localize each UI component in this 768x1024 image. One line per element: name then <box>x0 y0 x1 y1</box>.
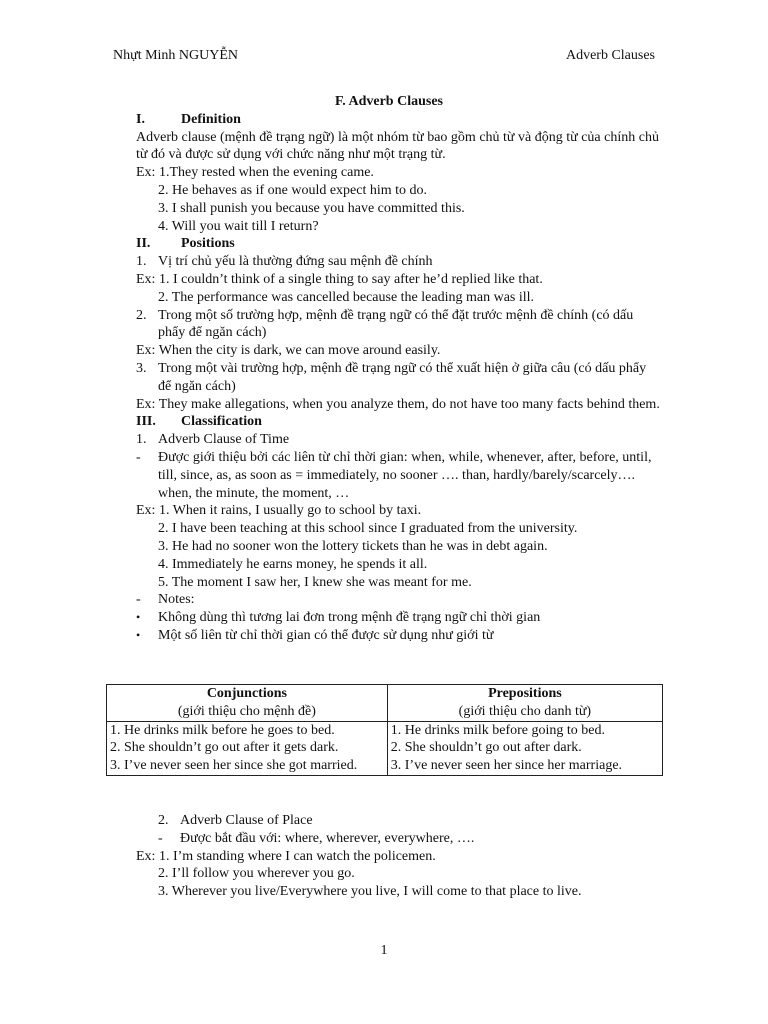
bullet-icon: • <box>136 627 141 642</box>
position-example: 2. The performance was cancelled because the leading man was ill. <box>158 289 535 305</box>
notes-label: Notes: <box>158 592 195 608</box>
ex-prefix: Ex: <box>136 165 159 181</box>
header-title: Conjunctions <box>206 686 287 701</box>
ex-prefix: Ex: <box>136 848 159 864</box>
table-line: 3. I’ve never seen her since she got married. <box>110 758 358 774</box>
time-example: 2. I have been teaching at this school since I graduated from the university. <box>158 521 578 537</box>
dash-marker: - <box>136 592 141 608</box>
ex-prefix: Ex: <box>136 503 159 519</box>
conjunction-preposition-table <box>106 684 663 776</box>
section-heading-classification <box>136 413 662 431</box>
page-header <box>113 47 655 65</box>
place-example: 3. Wherever you live/Everywhere you live, I will come to that place to live. <box>158 884 582 900</box>
section-title: Positions <box>181 236 235 252</box>
position-example: Ex: They make allegations, when you analyze them, do not have too many facts behind them. <box>136 396 660 412</box>
place-example: 2. I’ll follow you wherever you go. <box>158 866 355 882</box>
time-example: 3. He had no sooner won the lottery tickets than he was in debt again. <box>158 538 548 554</box>
note-text: Một số liên từ chỉ thời gian có thể được sử dụng như giới từ <box>158 627 494 643</box>
note-text: Không dùng thì tương lai đơn trong mệnh đề trạng ngữ chỉ thời gian <box>158 610 541 626</box>
definition-text: Adverb clause (mệnh đề trạng ngữ) là một nhóm từ bao gồm chủ từ và động từ của chính chủ từ đó và được sử dụng với chức năng như một trạng từ. <box>136 129 659 163</box>
header-author: Nhựt Minh NGUYỄN <box>113 48 239 63</box>
definition-example: 2. He behaves as if one would expect him to do. <box>158 182 428 198</box>
classification-description <box>136 449 662 502</box>
place-example <box>136 848 662 866</box>
item-number: 3. <box>136 360 147 376</box>
header-title: Prepositions <box>488 686 562 701</box>
section-number: I. <box>136 111 145 127</box>
table-header-cell <box>387 685 662 722</box>
time-example: 4. Immediately he earns money, he spends it all. <box>158 556 428 572</box>
position-item <box>136 360 662 396</box>
note-item <box>136 609 662 627</box>
example-text: 1.They rested when the evening came. <box>158 165 374 181</box>
main-content <box>136 93 662 645</box>
classification-item <box>136 431 662 449</box>
definition-example <box>136 164 662 182</box>
table-header-row <box>107 685 663 722</box>
table-line: 2. She shouldn’t go out after dark. <box>390 740 582 756</box>
table-row <box>107 721 663 775</box>
notes-heading <box>136 591 662 609</box>
table-header-cell <box>107 685 388 722</box>
main-content-continued <box>136 812 662 901</box>
example-text: 1. I’m standing where I can watch the policemen. <box>158 848 436 864</box>
dash-marker: - <box>136 449 141 465</box>
definition-example: 3. I shall punish you because you have committed this. <box>158 200 465 216</box>
bullet-icon: • <box>136 610 141 625</box>
description-text: Được giới thiệu bởi các liên từ chỉ thời gian: when, while, whenever, after, before, until, till, since, as, as soon as = immediately, no sooner …. than, hardly/barely/scarcely…. when, the minute, the moment, … <box>158 449 652 501</box>
section-number: II. <box>136 236 151 252</box>
item-text: Vị trí chủ yếu là thường đứng sau mệnh đề chính <box>158 254 433 270</box>
section-heading-positions <box>136 235 662 253</box>
item-number: 1. <box>136 432 147 448</box>
position-item <box>136 253 662 271</box>
table-line: 3. I’ve never seen her since her marriage. <box>390 758 623 774</box>
section-heading-definition <box>136 111 662 129</box>
header-subtitle: (giới thiệu cho mệnh đề) <box>177 703 316 719</box>
page-number: 1 <box>380 943 388 958</box>
table-cell-conjunctions <box>107 721 388 775</box>
header-subtitle: (giới thiệu cho danh từ) <box>458 703 592 719</box>
position-example <box>136 271 662 289</box>
item-text: Trong một vài trường hợp, mệnh đề trạng ngữ có thể xuất hiện ở giữa câu (có dấu phẩy để ngăn cách) <box>158 360 647 394</box>
definition-example: 4. Will you wait till I return? <box>158 218 319 234</box>
item-number: 1. <box>136 254 147 270</box>
time-example: 5. The moment I saw her, I knew she was meant for me. <box>158 574 472 590</box>
section-number: III. <box>136 414 156 430</box>
time-example <box>136 502 662 520</box>
example-text: 1. When it rains, I usually go to school by taxi. <box>158 503 422 519</box>
position-example: Ex: When the city is dark, we can move around easily. <box>136 343 441 359</box>
position-item <box>136 307 662 343</box>
example-text: 1. I couldn’t think of a single thing to say after he’d replied like that. <box>158 271 543 287</box>
document-title: F. Adverb Clauses <box>334 94 443 109</box>
item-number: 2. <box>158 813 169 828</box>
table-cell-prepositions <box>387 721 662 775</box>
note-item <box>136 627 662 645</box>
item-text: Adverb Clause of Place <box>180 813 313 828</box>
description-text: Được bắt đầu với: where, wherever, everywhere, …. <box>180 830 475 846</box>
table-line: 1. He drinks milk before he goes to bed. <box>110 722 335 738</box>
item-text: Adverb Clause of Time <box>158 432 290 448</box>
classification-item <box>136 812 662 830</box>
section-title: Definition <box>181 111 241 127</box>
ex-prefix: Ex: <box>136 271 159 287</box>
item-text: Trong một số trường hợp, mệnh đề trạng ngữ có thể đặt trước mệnh đề chính (có dấu phẩy để ngăn cách) <box>158 307 634 341</box>
section-title: Classification <box>181 414 262 430</box>
classification-description <box>136 830 662 848</box>
table-line: 2. She shouldn’t go out after it gets dark. <box>110 740 339 756</box>
header-topic: Adverb Clauses <box>565 48 655 63</box>
table-line: 1. He drinks milk before going to bed. <box>390 722 606 738</box>
dash-marker: - <box>158 830 163 846</box>
item-number: 2. <box>136 307 147 323</box>
